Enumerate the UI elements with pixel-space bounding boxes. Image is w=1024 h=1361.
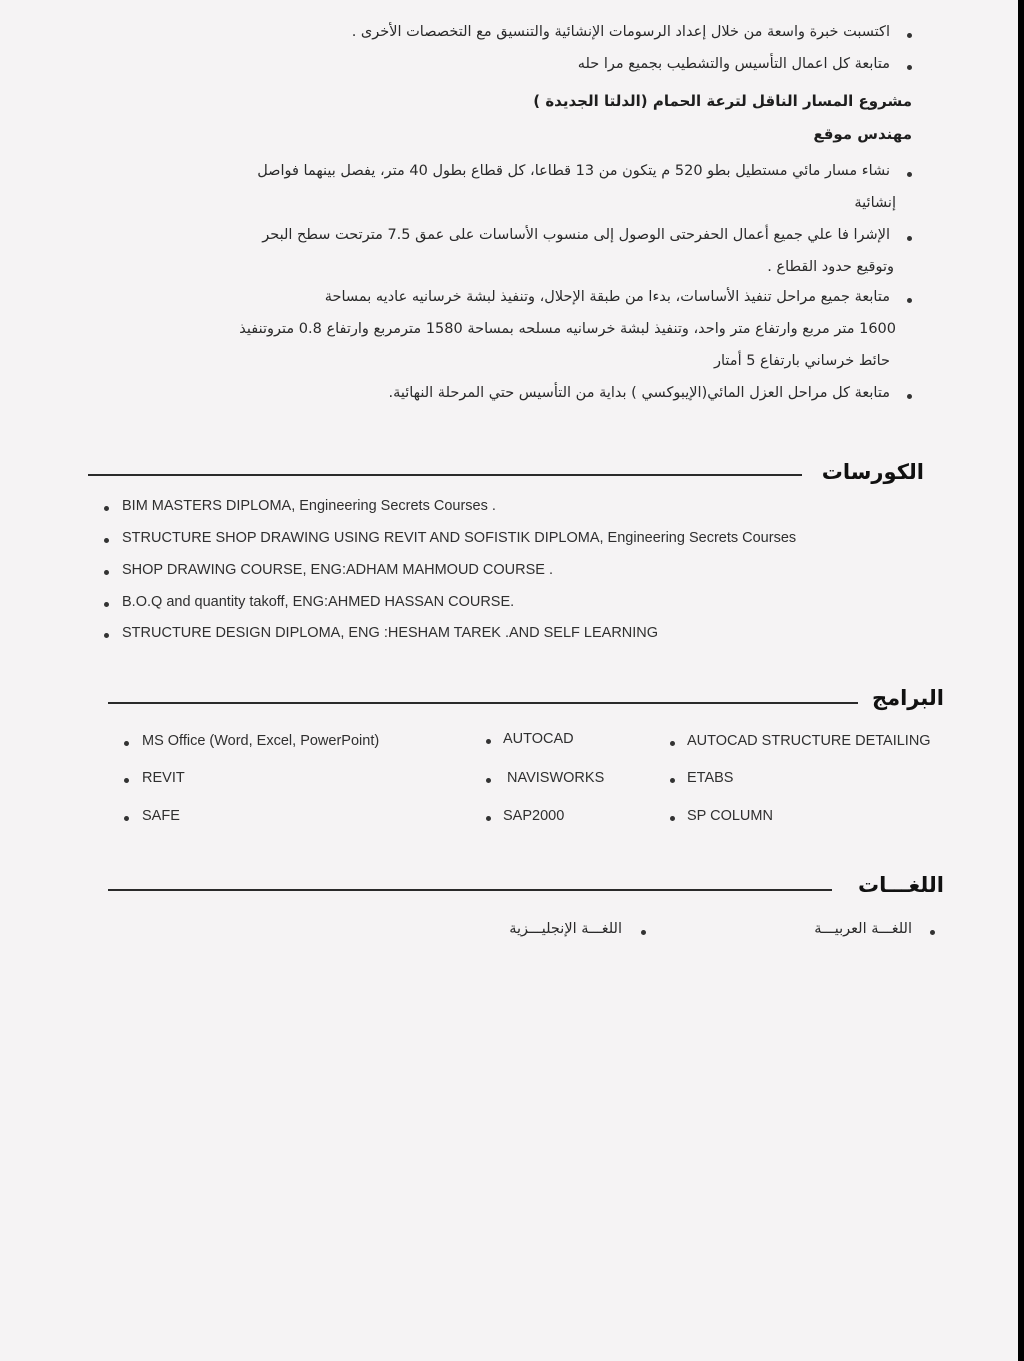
courses-heading: الكورسات: [821, 460, 924, 484]
project-bullet-3-line-1: متابعة جميع مراحل تنفيذ الأساسات، بدءا من طبقة الإحلال، وتنفيذ لبشة خرسانيه عاديه بمساحة: [324, 289, 890, 305]
language-english: اللغـــة الإنجليـــزية: [509, 921, 622, 937]
bullet-dot: [124, 778, 129, 783]
bullet-dot: [104, 570, 109, 575]
project-bullet-2-line-1: الإشرا فا علي جميع أعمال الحفرحتى الوصول إلى منسوب الأساسات على عمق 7.5 مترتحت سطح البحر: [262, 227, 890, 243]
bullet-dot: [670, 816, 675, 821]
experience-bullet-1: اكتسبت خبرة واسعة من خلال إعداد الرسومات الإنشائية والتنسيق مع التخصصات الأخرى .: [351, 24, 890, 40]
bullet-dot: [907, 65, 912, 70]
bullet-dot: [104, 602, 109, 607]
project-bullet-1-line-1: نشاء مسار مائي مستطيل بطو 520 م يتكون من 13 قطاعا، كل قطاع بطول 40 متر، يفصل بينهما فواصل: [257, 163, 890, 179]
bullet-dot: [486, 816, 491, 821]
software-item: MS Office (Word, Excel, PowerPoint): [142, 733, 380, 749]
bullet-dot: [670, 741, 675, 746]
courses-divider: [88, 474, 802, 476]
software-item: SAFE: [142, 808, 180, 824]
software-item: SAP2000: [503, 808, 565, 824]
project-bullet-3-line-3: حائط خرساني بارتفاع 5 أمتار: [714, 353, 890, 369]
course-item: B.O.Q and quantity takoff, ENG:AHMED HASSAN COURSE.: [122, 594, 515, 610]
language-arabic: اللغـــة العربيـــة: [814, 921, 912, 937]
software-item: REVIT: [142, 770, 185, 786]
bullet-dot: [907, 172, 912, 177]
bullet-dot: [907, 394, 912, 399]
software-item: ETABS: [687, 770, 734, 786]
project-bullet-2-line-2: وتوقيع حدود القطاع .: [767, 259, 894, 275]
languages-divider: [108, 889, 832, 891]
bullet-dot: [641, 930, 646, 935]
experience-bullet-2: متابعة كل اعمال التأسيس والتشطيب بجميع مرا حله: [577, 56, 890, 72]
course-item: STRUCTURE DESIGN DIPLOMA, ENG :HESHAM TAREK .AND SELF LEARNING: [122, 625, 659, 641]
software-item: SP COLUMN: [687, 808, 773, 824]
bullet-dot: [907, 236, 912, 241]
bullet-dot: [124, 741, 129, 746]
bullet-dot: [104, 633, 109, 638]
bullet-dot: [486, 778, 491, 783]
project-bullet-3-line-2: 1600 متر مربع وارتفاع متر واحد، وتنفيذ لبشة خرسانيه مسلحه بمساحة 1580 مترمربع وارتفاع 0.8 متروتنفيذ: [239, 321, 896, 337]
bullet-dot: [486, 739, 491, 744]
course-item: STRUCTURE SHOP DRAWING USING REVIT AND SOFISTIK DIPLOMA, Engineering Secrets Courses: [122, 530, 797, 546]
course-item: BIM MASTERS DIPLOMA, Engineering Secrets Courses .: [122, 498, 496, 514]
bullet-dot: [104, 506, 109, 511]
project-bullet-1-line-2: إنشائية: [854, 195, 896, 211]
bullet-dot: [104, 538, 109, 543]
bullet-dot: [930, 930, 935, 935]
software-item: AUTOCAD: [503, 731, 574, 747]
project-bullet-4-line-1: متابعة كل مراحل العزل المائي(الإيبوكسي ) بداية من التأسيس حتي المرحلة النهائية.: [388, 385, 890, 401]
software-heading: البرامج: [871, 686, 944, 710]
software-divider: [108, 702, 858, 704]
course-item: SHOP DRAWING COURSE, ENG:ADHAM MAHMOUD COURSE .: [122, 562, 554, 578]
job-title: مهندس موقع: [813, 125, 912, 143]
software-item: NAVISWORKS: [503, 770, 605, 786]
bullet-dot: [907, 33, 912, 38]
bullet-dot: [670, 778, 675, 783]
languages-heading: اللغـــات: [857, 873, 944, 897]
software-item: AUTOCAD STRUCTURE DETAILING: [687, 733, 931, 749]
project-title: مشروع المسار الناقل لترعة الحمام (الدلتا الجديدة ): [533, 92, 912, 110]
bullet-dot: [907, 298, 912, 303]
bullet-dot: [124, 816, 129, 821]
